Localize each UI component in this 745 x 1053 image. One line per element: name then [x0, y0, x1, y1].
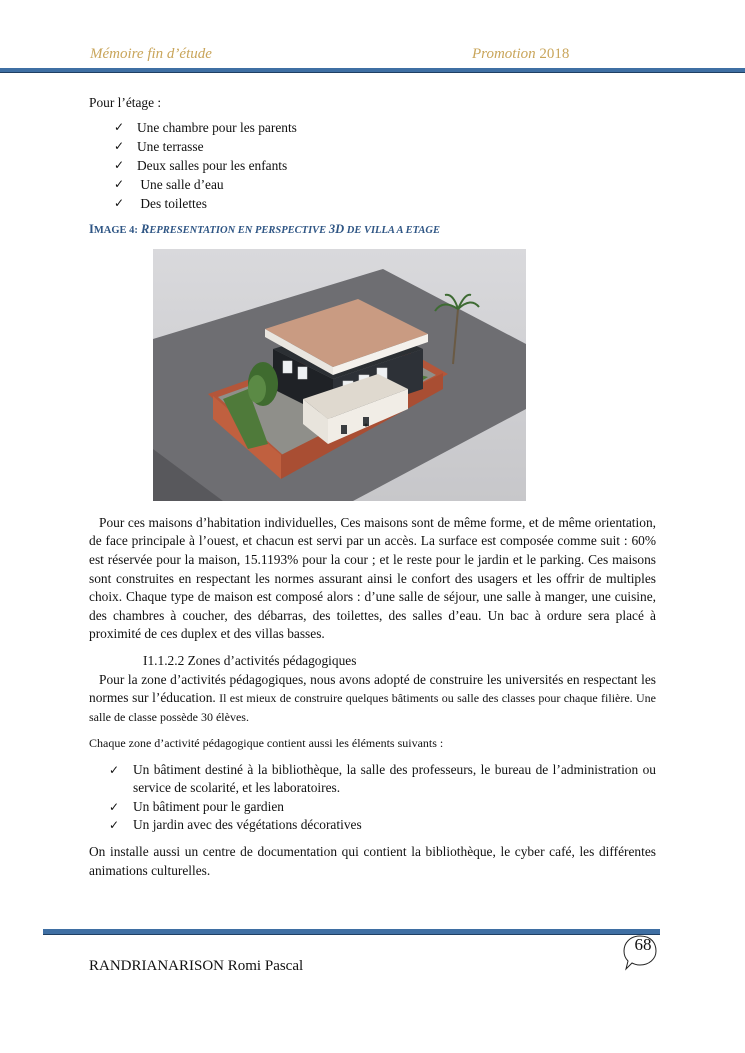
paragraph-documentation: On installe aussi un centre de documentation qui contient la bibliothèque, le cyber café, les différentes animations culturelles.	[89, 843, 656, 878]
page-number: 68	[634, 935, 652, 954]
list-item: ✓ Une chambre pour les parents	[114, 118, 656, 137]
paragraph-zone-small: Il est mieux de construire quelques bâtiments ou salle des classes pour chaque filière. Une salle de classe possède 30 élèves.	[89, 691, 657, 724]
header-memoire: Mémoire fin d’étude	[90, 46, 212, 62]
footer-rule	[43, 929, 660, 935]
header-promotion	[472, 46, 569, 63]
footer-author: RANDRIANARISON Romi Pascal	[89, 958, 304, 974]
paragraph-houses: Pour ces maisons d’habitation individuelles, Ces maisons sont de même forme, et de même orientation, de face principale à l’ouest, et chacun est servi par un accès. La surface est composée comme suit : 60% est réservée pour la maison, 15.1193% pour la cour ; et le reste pour le jardin et le parking. Ces maisons sont construites en respectant les normes assurant ainsi le confort des usagers et les offrir de multiples choix. Chaque type de maison est composé alors : d’une salle de séjour, une salle à manger, une cuisine, des chambres à coucher, des débarras, des toilettes, des salles d’eau. Un bac à ordure sera placé à proximité de ces duplex et des villas basses.	[89, 514, 656, 642]
header-year: 2018	[539, 46, 570, 62]
paragraph-zone-main: Pour la zone d’activités pédagogiques, nous avons adopté de construire les universités en respectant les normes sur l’éducation.	[89, 671, 656, 706]
paragraph-zone-intro	[89, 671, 656, 727]
floor-list	[89, 118, 656, 213]
list-item: ✓ Une terrasse	[114, 137, 656, 156]
list-item: ✓ Un bâtiment pour le gardien	[109, 798, 656, 817]
header-rule	[0, 68, 745, 73]
intro-text: Pour l’étage :	[89, 95, 162, 110]
list-item: ✓ Des toilettes	[114, 194, 656, 213]
page-number-badge	[622, 934, 658, 972]
list-item: ✓ Une salle d’eau	[114, 175, 656, 194]
list-item: ✓ Deux salles pour les enfants	[114, 156, 656, 175]
villa-3d-render	[153, 249, 526, 501]
list-item: ✓ Un bâtiment destiné à la bibliothèque, la salle des professeurs, le bureau de l’administration ou service de scolarité, et les laboratoires.	[109, 761, 656, 798]
page-content	[89, 94, 656, 880]
list-item: ✓ Un jardin avec des végétations décoratives	[109, 816, 656, 835]
section-heading: I1.1.2.2 Zones d’activités pédagogiques	[143, 652, 357, 668]
zone-list	[89, 761, 656, 835]
figure-caption: IMAGE 4: REPRESENTATION EN PERSPECTIVE 3D DE VILLA A ETAGE	[89, 221, 440, 236]
header-promotion-label: Promotion	[472, 46, 536, 62]
paragraph-zone-elements: Chaque zone d’activité pédagogique contient aussi les éléments suivants :	[89, 736, 444, 751]
